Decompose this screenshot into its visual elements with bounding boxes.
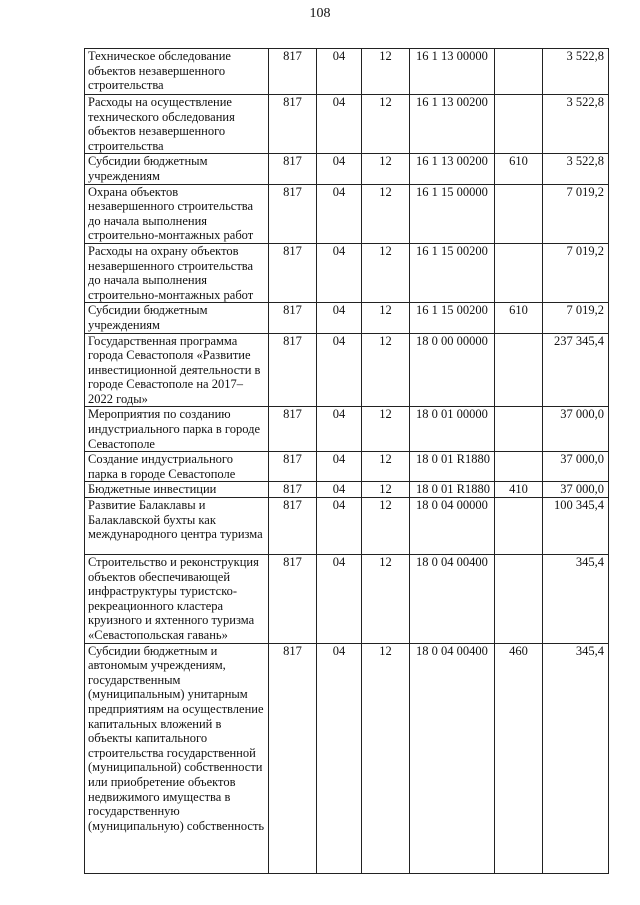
row-expense-type-cell xyxy=(495,49,543,95)
table-row xyxy=(85,452,609,482)
row-target-article-cell: 16 1 13 00000 xyxy=(410,49,495,95)
page-number: 108 xyxy=(309,6,331,21)
row-name-cell: Бюджетные инвестиции xyxy=(85,482,269,498)
row-section-cell: 04 xyxy=(317,184,362,243)
row-name-cell: Техническое обследование объектов незавершенного строительства xyxy=(85,49,269,95)
row-expense-type-cell: 610 xyxy=(495,303,543,333)
table-row xyxy=(85,154,609,184)
row-target-article-cell: 18 0 04 00400 xyxy=(410,643,495,873)
row-name-cell: Мероприятия по созданию индустриального парка в городе Севастополе xyxy=(85,407,269,452)
row-name-cell: Охрана объектов незавершенного строительства до начала выполнения строительно-монтажных работ xyxy=(85,184,269,243)
table-row xyxy=(85,407,609,452)
table-row xyxy=(85,303,609,333)
row-expense-type-cell xyxy=(495,555,543,644)
row-amount-cell: 3 522,8 xyxy=(543,95,609,154)
row-ministry-code-cell: 817 xyxy=(269,154,317,184)
row-ministry-code-cell: 817 xyxy=(269,303,317,333)
table-row xyxy=(85,184,609,243)
row-section-cell: 04 xyxy=(317,243,362,302)
row-amount-cell: 37 000,0 xyxy=(543,482,609,498)
row-target-article-cell: 16 1 13 00200 xyxy=(410,95,495,154)
row-section-cell: 04 xyxy=(317,154,362,184)
row-ministry-code-cell: 817 xyxy=(269,452,317,482)
row-ministry-code-cell: 817 xyxy=(269,498,317,555)
row-subsection-cell: 12 xyxy=(362,49,410,95)
row-name-cell: Субсидии бюджетным и автономым учреждениям, государственным (муниципальным) унитарным предприятиям на осуществление капитальных вложений в объекты капитального строительства государственной (муниципальной) собственности или приобретение объектов недвижимого имущества в государственную (муниципальную) собственность xyxy=(85,643,269,873)
row-expense-type-cell xyxy=(495,184,543,243)
row-expense-type-cell xyxy=(495,95,543,154)
row-name-cell: Субсидии бюджетным учреждениям xyxy=(85,303,269,333)
table-row xyxy=(85,555,609,644)
row-section-cell: 04 xyxy=(317,643,362,873)
row-subsection-cell: 12 xyxy=(362,154,410,184)
row-section-cell: 04 xyxy=(317,407,362,452)
row-ministry-code-cell: 817 xyxy=(269,95,317,154)
row-expense-type-cell xyxy=(495,407,543,452)
row-amount-cell: 3 522,8 xyxy=(543,154,609,184)
row-target-article-cell: 18 0 01 00000 xyxy=(410,407,495,452)
row-ministry-code-cell: 817 xyxy=(269,643,317,873)
row-section-cell: 04 xyxy=(317,333,362,407)
row-name-cell: Государственная программа города Севастополя «Развитие инвестиционной деятельности в городе Севастополе на 2017–2022 годы» xyxy=(85,333,269,407)
row-subsection-cell: 12 xyxy=(362,452,410,482)
row-subsection-cell: 12 xyxy=(362,498,410,555)
table-row xyxy=(85,49,609,95)
row-ministry-code-cell: 817 xyxy=(269,482,317,498)
row-amount-cell: 3 522,8 xyxy=(543,49,609,95)
row-section-cell: 04 xyxy=(317,95,362,154)
row-amount-cell: 7 019,2 xyxy=(543,184,609,243)
row-section-cell: 04 xyxy=(317,555,362,644)
row-subsection-cell: 12 xyxy=(362,303,410,333)
row-amount-cell: 37 000,0 xyxy=(543,407,609,452)
row-target-article-cell: 16 1 15 00200 xyxy=(410,303,495,333)
row-ministry-code-cell: 817 xyxy=(269,184,317,243)
row-amount-cell: 237 345,4 xyxy=(543,333,609,407)
row-expense-type-cell xyxy=(495,333,543,407)
row-name-cell: Развитие Балаклавы и Балаклавской бухты как международного центра туризма xyxy=(85,498,269,555)
row-expense-type-cell: 410 xyxy=(495,482,543,498)
budget-table-body xyxy=(85,49,609,874)
row-ministry-code-cell: 817 xyxy=(269,555,317,644)
row-section-cell: 04 xyxy=(317,452,362,482)
row-subsection-cell: 12 xyxy=(362,243,410,302)
row-expense-type-cell: 610 xyxy=(495,154,543,184)
budget-table xyxy=(84,48,609,874)
row-subsection-cell: 12 xyxy=(362,555,410,644)
row-amount-cell: 345,4 xyxy=(543,555,609,644)
row-section-cell: 04 xyxy=(317,498,362,555)
row-expense-type-cell xyxy=(495,243,543,302)
table-row xyxy=(85,333,609,407)
row-expense-type-cell xyxy=(495,498,543,555)
row-subsection-cell: 12 xyxy=(362,482,410,498)
row-name-cell: Субсидии бюджетным учреждениям xyxy=(85,154,269,184)
row-name-cell: Строительство и реконструкция объектов обеспечивающей инфраструктуры туристско-рекреационного кластера круизного и яхтенного туризма «Севастопольская гавань» xyxy=(85,555,269,644)
table-row xyxy=(85,643,609,873)
row-name-cell: Расходы на охрану объектов незавершенного строительства до начала выполнения строительно-монтажных работ xyxy=(85,243,269,302)
row-section-cell: 04 xyxy=(317,303,362,333)
row-target-article-cell: 16 1 13 00200 xyxy=(410,154,495,184)
row-ministry-code-cell: 817 xyxy=(269,407,317,452)
row-target-article-cell: 16 1 15 00200 xyxy=(410,243,495,302)
row-subsection-cell: 12 xyxy=(362,333,410,407)
row-amount-cell: 345,4 xyxy=(543,643,609,873)
row-amount-cell: 7 019,2 xyxy=(543,243,609,302)
row-section-cell: 04 xyxy=(317,482,362,498)
row-subsection-cell: 12 xyxy=(362,95,410,154)
table-row xyxy=(85,243,609,302)
row-subsection-cell: 12 xyxy=(362,407,410,452)
row-target-article-cell: 18 0 04 00000 xyxy=(410,498,495,555)
row-ministry-code-cell: 817 xyxy=(269,49,317,95)
row-name-cell: Расходы на осуществление технического обследования объектов незавершенного строительства xyxy=(85,95,269,154)
row-ministry-code-cell: 817 xyxy=(269,243,317,302)
row-expense-type-cell xyxy=(495,452,543,482)
row-section-cell: 04 xyxy=(317,49,362,95)
row-target-article-cell: 18 0 00 00000 xyxy=(410,333,495,407)
row-target-article-cell: 18 0 01 R1880 xyxy=(410,482,495,498)
row-name-cell: Создание индустриального парка в городе Севастополе xyxy=(85,452,269,482)
row-target-article-cell: 18 0 04 00400 xyxy=(410,555,495,644)
row-target-article-cell: 18 0 01 R1880 xyxy=(410,452,495,482)
table-row xyxy=(85,498,609,555)
table-row xyxy=(85,95,609,154)
row-ministry-code-cell: 817 xyxy=(269,333,317,407)
row-subsection-cell: 12 xyxy=(362,643,410,873)
table-row xyxy=(85,482,609,498)
row-amount-cell: 37 000,0 xyxy=(543,452,609,482)
row-expense-type-cell: 460 xyxy=(495,643,543,873)
row-subsection-cell: 12 xyxy=(362,184,410,243)
row-amount-cell: 100 345,4 xyxy=(543,498,609,555)
row-target-article-cell: 16 1 15 00000 xyxy=(410,184,495,243)
row-amount-cell: 7 019,2 xyxy=(543,303,609,333)
